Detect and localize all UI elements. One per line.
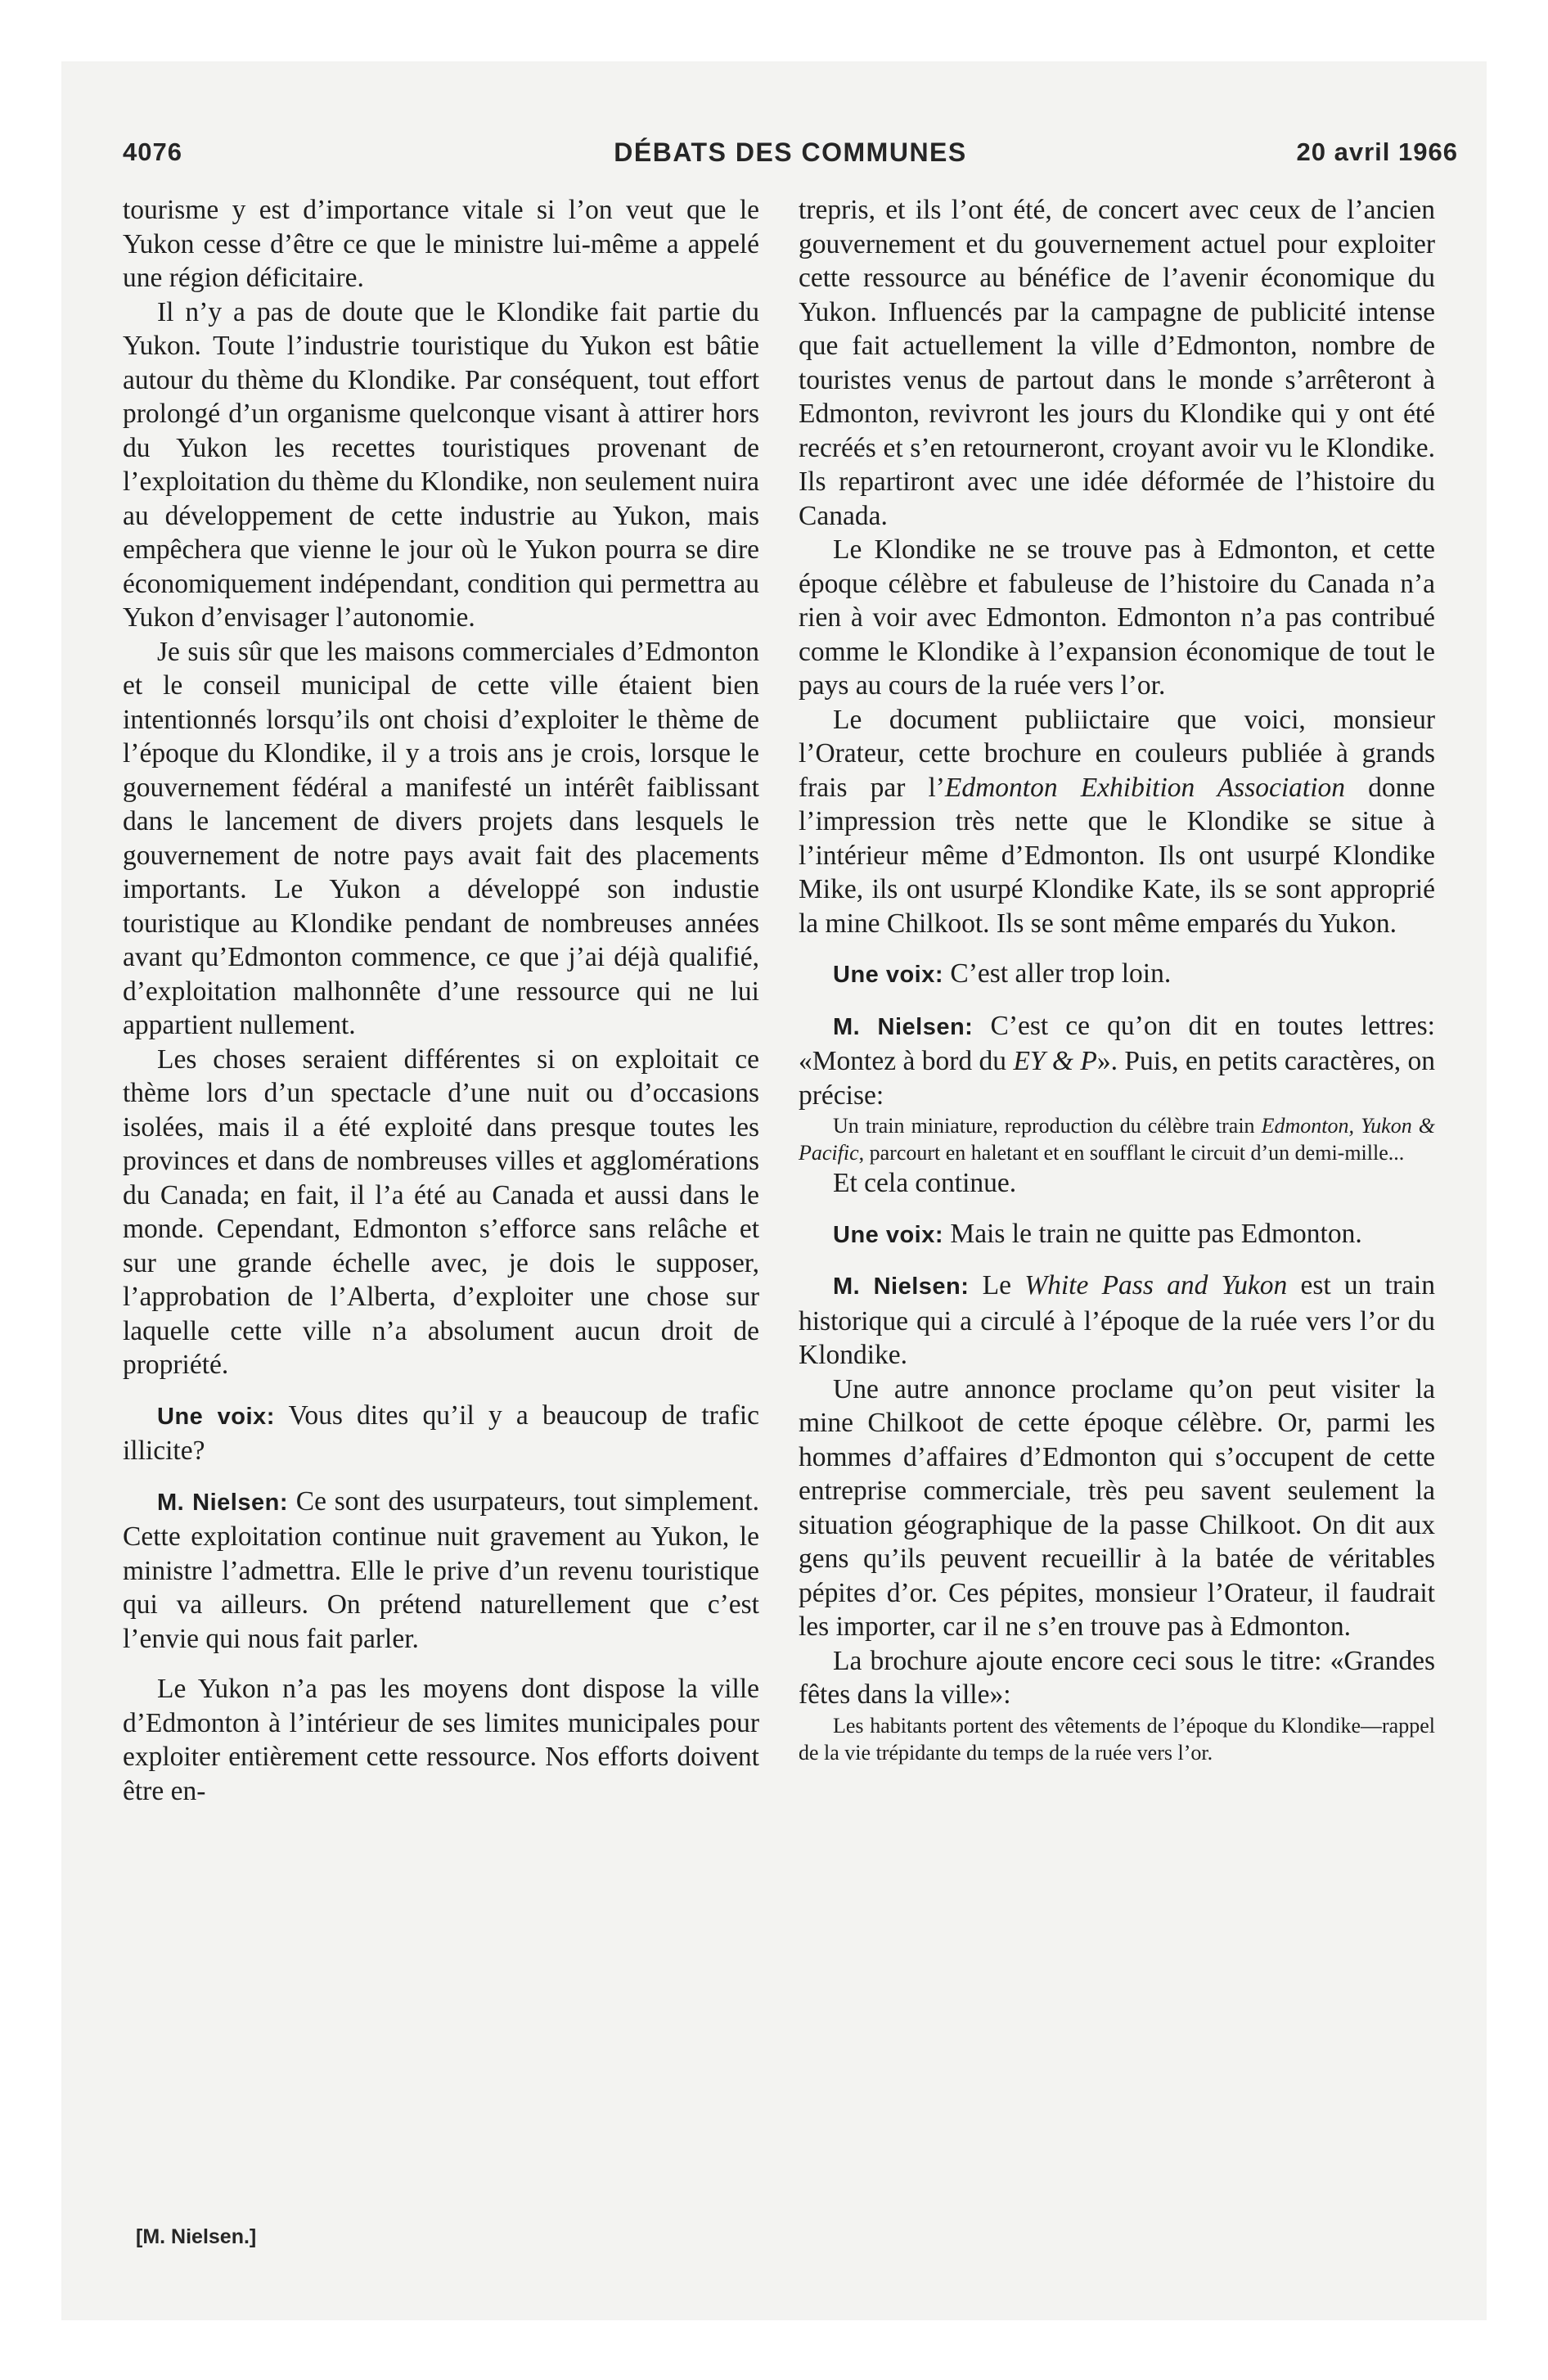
speaker-label: Une voix: xyxy=(833,962,944,988)
italic-text: Edmonton Exhibition Association xyxy=(944,772,1346,803)
paragraph xyxy=(799,1269,1435,1373)
text-run: Un train miniature, reproduction du célèbre train xyxy=(833,1114,1262,1138)
speaker-label: M. Nielsen: xyxy=(157,1489,288,1516)
block-quote: Les habitants portent des vêtements de l’époque du Klondike—rappel de la vie trépidante du temps de la ruée vers l’or. xyxy=(799,1713,1435,1765)
paragraph: Le Yukon n’a pas les moyens dont dispose la ville d’Edmonton à l’intérieur de ses limites municipales pour exploiter entièrement cette ressource. Nos efforts doivent être en- xyxy=(123,1674,759,1806)
paragraph: Le Klondike ne se trouve pas à Edmonton, et cette époque célèbre et fabuleuse de l’histoire du Canada n’a rien à voir avec Edmonton. Edmonton n’a pas contribué comme le Klondike à l’expansion économique de tout le pays au cours de la ruée vers l’or. xyxy=(799,534,1435,701)
paragraph xyxy=(799,1009,1435,1113)
speech-text: Mais le train ne quitte pas Edmonton. xyxy=(943,1218,1362,1249)
speech-text: Ce sont des usurpateurs, tout simplement. Cette exploitation continue nuit gravement au Yukon, le ministre l’admettra. Elle le prive d’un revenu touristique qui va ailleurs. On prétend naturellement que c’est l’envie qui nous fait parler. xyxy=(123,1485,759,1654)
paragraph: Et cela continue. xyxy=(833,1168,1017,1198)
text-run: est un train historique qui a circulé à l’époque de la ruée vers l’or du Klondike. xyxy=(799,1270,1435,1370)
speech-text: C’est aller trop loin. xyxy=(943,958,1172,989)
text-run: , parcourt en haletant et en soufflant le circuit d’un demi-mille... xyxy=(858,1141,1405,1165)
speaker-label: M. Nielsen: xyxy=(833,1013,974,1040)
page-title: DÉBATS DES COMMUNES xyxy=(614,137,967,167)
paragraph: tourisme y est d’importance vitale si l’on veut que le Yukon cesse d’être ce que le ministre lui-même a appelé une région déficitaire. xyxy=(123,195,759,293)
paragraph xyxy=(799,1217,1435,1253)
paragraph xyxy=(799,703,1435,941)
text-run: donne l’impression très nette que le Klondike se situe à l’intérieur même d’Edmonton. Ils ont usurpé Klondike Mike, ils ont usurpé Klondike Kate, ils se sont approprié la mine Chilkoot. Ils se sont même emparés du Yukon. xyxy=(799,772,1436,939)
left-column xyxy=(123,193,759,1808)
paragraph: Une autre annonce proclame qu’on peut visiter la mine Chilkoot de cette époque célèbre. Or, parmi les hommes d’affaires d’Edmonton qui s’occupent de cette entreprise commerciale, très peu savent seulement la situation géographique de la passe Chilkoot. On dit aux gens qu’ils peuvent recueillir à la batée de véritables pépites d’or. Ces pépites, monsieur l’Orateur, il faudrait les importer, car il ne s’en trouve pas à Edmonton. xyxy=(799,1373,1435,1642)
text-run: Le document publiictaire que voici, monsieur l’Orateur, cette brochure en couleurs publiée à grands frais par l’ xyxy=(799,704,1435,803)
paragraph xyxy=(799,957,1435,993)
page-number: 4076 xyxy=(123,137,182,166)
speaker-label: M. Nielsen: xyxy=(833,1273,970,1300)
page-header xyxy=(123,137,1458,177)
text-run: ». Puis, en petits caractères, on précise: xyxy=(799,1046,1435,1111)
paragraph: Il n’y a pas de doute que le Klondike fait partie du Yukon. Toute l’industrie touristique du Yukon est bâtie autour du thème du Klondike. Par conséquent, tout effort prolongé d’un organisme quelconque visant à attirer hors du Yukon les recettes touristiques provenant de l’exploitation du thème du Klondike, non seulement nuira au développement de cette industrie au Yukon, mais empêchera que vienne le jour où le Yukon pourra se dire économiquement indépendant, condition qui permettra au Yukon d’envisager l’autonomie. xyxy=(123,296,759,633)
text-run: C’est ce qu’on dit en toutes lettres: «Montez à bord du xyxy=(799,1010,1435,1076)
italic-text: White Pass and Yukon xyxy=(1024,1270,1288,1300)
paragraph: trepris, et ils l’ont été, de concert avec ceux de l’ancien gouvernement et du gouvernement actuel pour exploiter cette ressource au bénéfice de l’avenir économique du Yukon. Influencés par la campagne de publicité intense que fait actuellement la ville d’Edmonton, nombre de touristes venus de partout dans le monde s’arrêteront à Edmonton, revivront les jours du Klondike qui y ont été recréés et s’en retourneront, croyant avoir vu le Klondike. Ils repartiront avec une idée déformée de l’histoire du Canada. xyxy=(799,195,1435,531)
block-quote xyxy=(799,1112,1435,1166)
italic-text: EY & P xyxy=(1013,1046,1097,1076)
paragraph: Je suis sûr que les maisons commerciales d’Edmonton et le conseil municipal de cette ville étaient bien intentionnés lorsqu’ils ont choisi d’exploiter le thème de l’époque du Klondike, il y a trois ans je crois, lorsque le gouvernement fédéral a manifesté un intérêt faiblissant dans le lancement de divers projets dans lesquels le gouvernement de notre pays avait fait des placements importants. Le Yukon a développé son industie touristique au Klondike pendant de nombreuses années avant qu’Edmonton commence, ce que j’ai déjà qualifié, d’exploitation malhonnête d’une ressource qui ne lui appartient nullement. xyxy=(123,636,759,1040)
speaker-footnote: [M. Nielsen.] xyxy=(136,2225,257,2248)
paragraph: La brochure ajoute encore ceci sous le titre: «Grandes fêtes dans la ville»: xyxy=(799,1645,1435,1710)
paragraph xyxy=(123,1399,759,1468)
speech-text: Vous dites qu’il y a beaucoup de trafic illicite? xyxy=(123,1400,760,1466)
speaker-label: Une voix: xyxy=(833,1221,944,1248)
italic-text: Edmonton, Yukon & Pacific xyxy=(799,1114,1435,1165)
page-date: 20 avril 1966 xyxy=(1296,137,1458,166)
right-column xyxy=(799,193,1435,1766)
paragraph: Les choses seraient différentes si on exploitait ce thème lors d’un spectacle d’une nuit ou d’occasions isolées, mais il a été exploité dans presque toutes les provinces et dans de nombreuses villes et agglomérations du Canada; en fait, il l’a été au Canada et aussi dans le monde. Cependant, Edmonton s’efforce sans relâche et sur une grande échelle avec, je dois le supposer, l’approbation de l’Alberta, d’exploiter une chose sur laquelle cette ville n’a absolument aucun droit de propriété. xyxy=(123,1044,759,1380)
paragraph xyxy=(123,1485,759,1657)
text-run: Le xyxy=(969,1270,1025,1300)
speaker-label: Une voix: xyxy=(157,1403,275,1430)
